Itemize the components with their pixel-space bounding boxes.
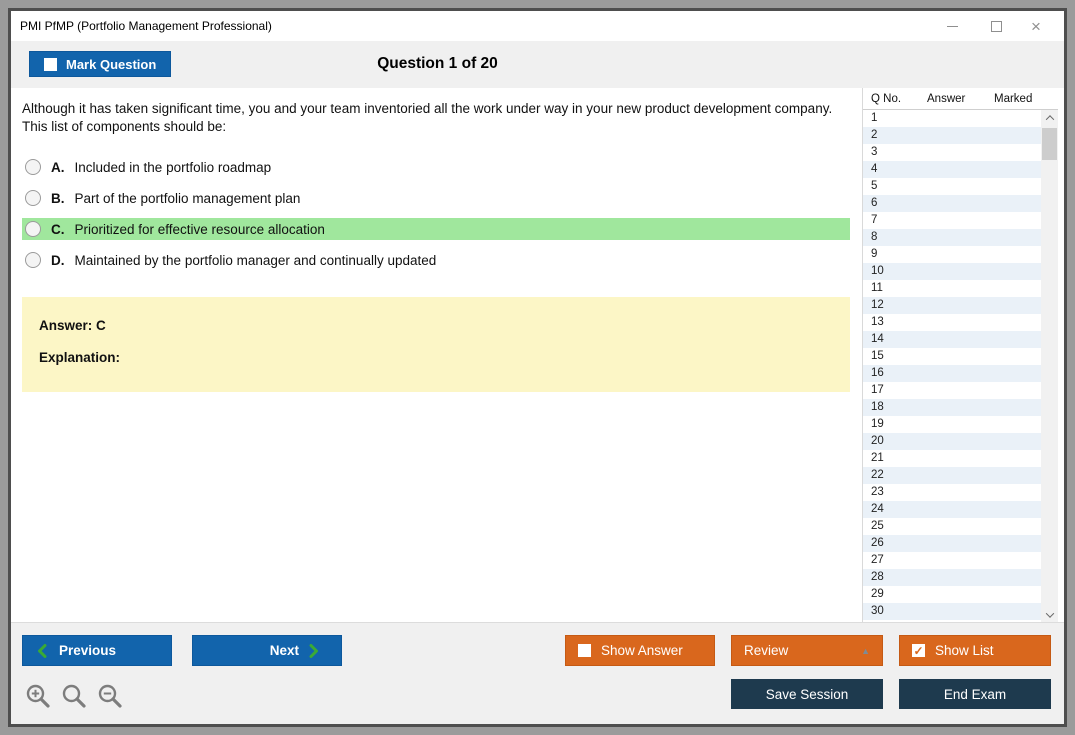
option-letter: A. xyxy=(51,159,65,175)
question-list-row[interactable] xyxy=(863,144,1041,161)
row-answer xyxy=(927,569,994,586)
option-text: Maintained by the portfolio manager and continually updated xyxy=(74,252,437,268)
row-marked xyxy=(994,535,1041,552)
column-answer: Answer xyxy=(927,92,966,105)
row-marked xyxy=(994,195,1041,212)
question-list-row[interactable] xyxy=(863,161,1041,178)
question-list-row[interactable] xyxy=(863,416,1041,433)
row-answer xyxy=(927,195,994,212)
row-qno: 21 xyxy=(871,452,884,464)
option-letter: C. xyxy=(51,221,65,237)
show-list-checkbox[interactable] xyxy=(912,644,925,657)
question-list-row[interactable] xyxy=(863,586,1041,603)
end-exam-label: End Exam xyxy=(943,686,1007,702)
show-answer-button[interactable] xyxy=(565,635,715,666)
option-text: Part of the portfolio management plan xyxy=(74,190,301,206)
option-text: Prioritized for effective resource allocation xyxy=(74,221,325,237)
radio-button[interactable] xyxy=(25,252,41,268)
previous-label: Previous xyxy=(59,643,117,658)
question-list-row[interactable] xyxy=(863,229,1041,246)
zoom-controls xyxy=(25,683,124,710)
row-marked xyxy=(994,246,1041,263)
column-qno: Q No. xyxy=(871,92,902,105)
chevron-up-icon xyxy=(1045,115,1053,123)
question-list-row[interactable] xyxy=(863,348,1041,365)
row-qno: 16 xyxy=(871,367,884,379)
row-answer xyxy=(927,144,994,161)
row-marked xyxy=(994,314,1041,331)
answer-option-d[interactable] xyxy=(22,249,850,271)
row-marked xyxy=(994,433,1041,450)
row-answer xyxy=(927,212,994,229)
row-answer xyxy=(927,433,994,450)
question-list-header xyxy=(863,88,1058,110)
row-qno: 28 xyxy=(871,571,884,583)
row-answer xyxy=(927,127,994,144)
question-list-row[interactable] xyxy=(863,450,1041,467)
explanation-label: Explanation: xyxy=(39,350,121,366)
row-marked xyxy=(994,518,1041,535)
question-list-row[interactable] xyxy=(863,382,1041,399)
row-marked xyxy=(994,280,1041,297)
row-marked xyxy=(994,348,1041,365)
row-marked xyxy=(994,416,1041,433)
question-list-panel xyxy=(862,88,1058,622)
row-qno: 8 xyxy=(871,231,878,243)
row-marked xyxy=(994,127,1041,144)
show-list-button[interactable] xyxy=(899,635,1051,666)
review-dropdown-button[interactable] xyxy=(731,635,883,666)
question-list-row[interactable] xyxy=(863,127,1041,144)
row-qno: 11 xyxy=(871,282,883,294)
row-answer xyxy=(927,484,994,501)
close-icon: × xyxy=(1031,16,1041,36)
header-strip xyxy=(11,41,1064,88)
row-qno: 2 xyxy=(871,129,878,141)
mark-question-label: Mark Question xyxy=(66,56,157,72)
answer-value: Answer: C xyxy=(39,318,106,334)
chevron-right-icon xyxy=(309,644,319,658)
options-list xyxy=(22,156,862,271)
row-marked xyxy=(994,569,1041,586)
row-marked xyxy=(994,161,1041,178)
row-qno: 23 xyxy=(871,486,884,498)
row-answer xyxy=(927,263,994,280)
content-area xyxy=(11,88,1064,622)
question-list-row[interactable] xyxy=(863,552,1041,569)
option-letter: D. xyxy=(51,252,65,268)
row-marked xyxy=(994,467,1041,484)
radio-button[interactable] xyxy=(25,159,41,175)
question-list-row[interactable] xyxy=(863,314,1041,331)
question-list-row[interactable] xyxy=(863,110,1041,127)
row-qno: 7 xyxy=(871,214,878,226)
row-qno: 14 xyxy=(871,333,884,345)
question-list-row[interactable] xyxy=(863,297,1041,314)
question-pane xyxy=(11,88,862,622)
row-qno: 5 xyxy=(871,180,878,192)
question-list-row[interactable] xyxy=(863,212,1041,229)
row-qno: 20 xyxy=(871,435,884,447)
row-answer xyxy=(927,467,994,484)
row-qno: 13 xyxy=(871,316,884,328)
row-answer xyxy=(927,110,994,127)
row-marked xyxy=(994,229,1041,246)
question-list-row[interactable] xyxy=(863,280,1041,297)
row-qno: 6 xyxy=(871,197,878,209)
row-marked xyxy=(994,144,1041,161)
save-session-button[interactable] xyxy=(731,679,883,709)
minimize-icon xyxy=(947,26,958,27)
row-marked xyxy=(994,365,1041,382)
row-answer xyxy=(927,297,994,314)
row-answer xyxy=(927,586,994,603)
caret-up-icon: ▲ xyxy=(861,645,870,656)
end-exam-button[interactable] xyxy=(899,679,1051,709)
question-list-row[interactable] xyxy=(863,603,1041,620)
row-answer xyxy=(927,229,994,246)
row-answer xyxy=(927,552,994,569)
show-answer-checkbox[interactable] xyxy=(578,644,591,657)
question-list-row[interactable] xyxy=(863,501,1041,518)
row-qno: 19 xyxy=(871,418,884,430)
row-qno: 27 xyxy=(871,554,884,566)
question-counter: Question 1 of 20 xyxy=(377,55,498,72)
row-marked xyxy=(994,297,1041,314)
question-list-row[interactable] xyxy=(863,195,1041,212)
row-qno: 9 xyxy=(871,248,878,260)
row-marked xyxy=(994,552,1041,569)
row-qno: 24 xyxy=(871,503,884,515)
row-answer xyxy=(927,365,994,382)
row-marked xyxy=(994,501,1041,518)
answer-option-b[interactable] xyxy=(22,187,850,209)
magnifier-icon[interactable] xyxy=(61,683,88,710)
row-answer xyxy=(927,382,994,399)
row-marked xyxy=(994,603,1041,620)
row-marked xyxy=(994,382,1041,399)
row-answer xyxy=(927,535,994,552)
question-list-row[interactable] xyxy=(863,399,1041,416)
app-window xyxy=(8,8,1067,727)
row-answer xyxy=(927,161,994,178)
row-answer xyxy=(927,246,994,263)
row-qno: 30 xyxy=(871,605,884,617)
row-qno: 17 xyxy=(871,384,884,396)
title-bar xyxy=(11,11,1064,41)
row-qno: 12 xyxy=(871,299,884,311)
option-letter: B. xyxy=(51,190,65,206)
scrollbar-thumb[interactable] xyxy=(1042,128,1057,160)
answer-option-c[interactable] xyxy=(22,218,850,240)
row-qno: 10 xyxy=(871,265,884,277)
scroll-down-button[interactable] xyxy=(1041,607,1058,622)
row-answer xyxy=(927,501,994,518)
question-text: Although it has taken significant time, you and your team inventoried all the work under way in your new product development company. This list of components should be: xyxy=(22,101,833,135)
question-list-row[interactable] xyxy=(863,569,1041,586)
row-qno: 22 xyxy=(871,469,884,481)
row-qno: 29 xyxy=(871,588,884,600)
row-qno: 26 xyxy=(871,537,884,549)
row-qno: 4 xyxy=(871,163,878,175)
scrollbar[interactable] xyxy=(1041,110,1058,622)
row-marked xyxy=(994,178,1041,195)
maximize-icon xyxy=(991,21,1002,32)
close-button[interactable] xyxy=(1016,11,1056,41)
row-qno: 3 xyxy=(871,146,878,158)
question-list-row[interactable] xyxy=(863,263,1041,280)
question-list-row[interactable] xyxy=(863,331,1041,348)
radio-button[interactable] xyxy=(25,190,41,206)
previous-button[interactable] xyxy=(22,635,172,666)
row-marked xyxy=(994,263,1041,280)
window-title: PMI PfMP (Portfolio Management Professional) xyxy=(20,19,272,33)
review-label: Review xyxy=(744,643,789,658)
question-list-row[interactable] xyxy=(863,178,1041,195)
row-answer xyxy=(927,399,994,416)
row-answer xyxy=(927,348,994,365)
answer-panel xyxy=(22,297,850,392)
row-answer xyxy=(927,178,994,195)
question-list-row[interactable] xyxy=(863,365,1041,382)
row-qno: 15 xyxy=(871,350,884,362)
row-marked xyxy=(994,399,1041,416)
row-qno: 25 xyxy=(871,520,884,532)
answer-option-a[interactable] xyxy=(22,156,850,178)
show-list-label: Show List xyxy=(935,643,994,658)
row-marked xyxy=(994,212,1041,229)
question-list-row[interactable] xyxy=(863,467,1041,484)
question-list-row[interactable] xyxy=(863,535,1041,552)
row-marked xyxy=(994,450,1041,467)
row-qno: 1 xyxy=(871,112,878,124)
row-marked xyxy=(994,586,1041,603)
zoom-out-icon[interactable] xyxy=(97,683,124,710)
show-answer-label: Show Answer xyxy=(601,643,683,658)
maximize-button[interactable] xyxy=(976,11,1016,41)
option-text: Included in the portfolio roadmap xyxy=(74,159,272,175)
row-answer xyxy=(927,518,994,535)
save-session-label: Save Session xyxy=(765,686,849,702)
column-marked: Marked xyxy=(994,92,1033,105)
question-list-row[interactable] xyxy=(863,484,1041,501)
row-answer xyxy=(927,280,994,297)
footer-bar xyxy=(11,622,1064,724)
row-answer xyxy=(927,331,994,348)
question-list-row[interactable] xyxy=(863,246,1041,263)
row-marked xyxy=(994,331,1041,348)
row-marked xyxy=(994,110,1041,127)
minimize-button[interactable] xyxy=(932,11,972,41)
row-marked xyxy=(994,484,1041,501)
next-button[interactable] xyxy=(192,635,342,666)
radio-button[interactable] xyxy=(25,221,41,237)
row-answer xyxy=(927,314,994,331)
row-answer xyxy=(927,450,994,467)
row-qno: 18 xyxy=(871,401,884,413)
next-label: Next xyxy=(269,643,299,658)
row-answer xyxy=(927,416,994,433)
row-answer xyxy=(927,603,994,620)
question-list-row[interactable] xyxy=(863,518,1041,535)
chevron-down-icon xyxy=(1045,609,1053,617)
question-list-rows xyxy=(863,110,1041,622)
zoom-in-icon[interactable] xyxy=(25,683,52,710)
question-list-row[interactable] xyxy=(863,433,1041,450)
chevron-left-icon xyxy=(37,644,47,658)
scroll-up-button[interactable] xyxy=(1041,110,1058,125)
